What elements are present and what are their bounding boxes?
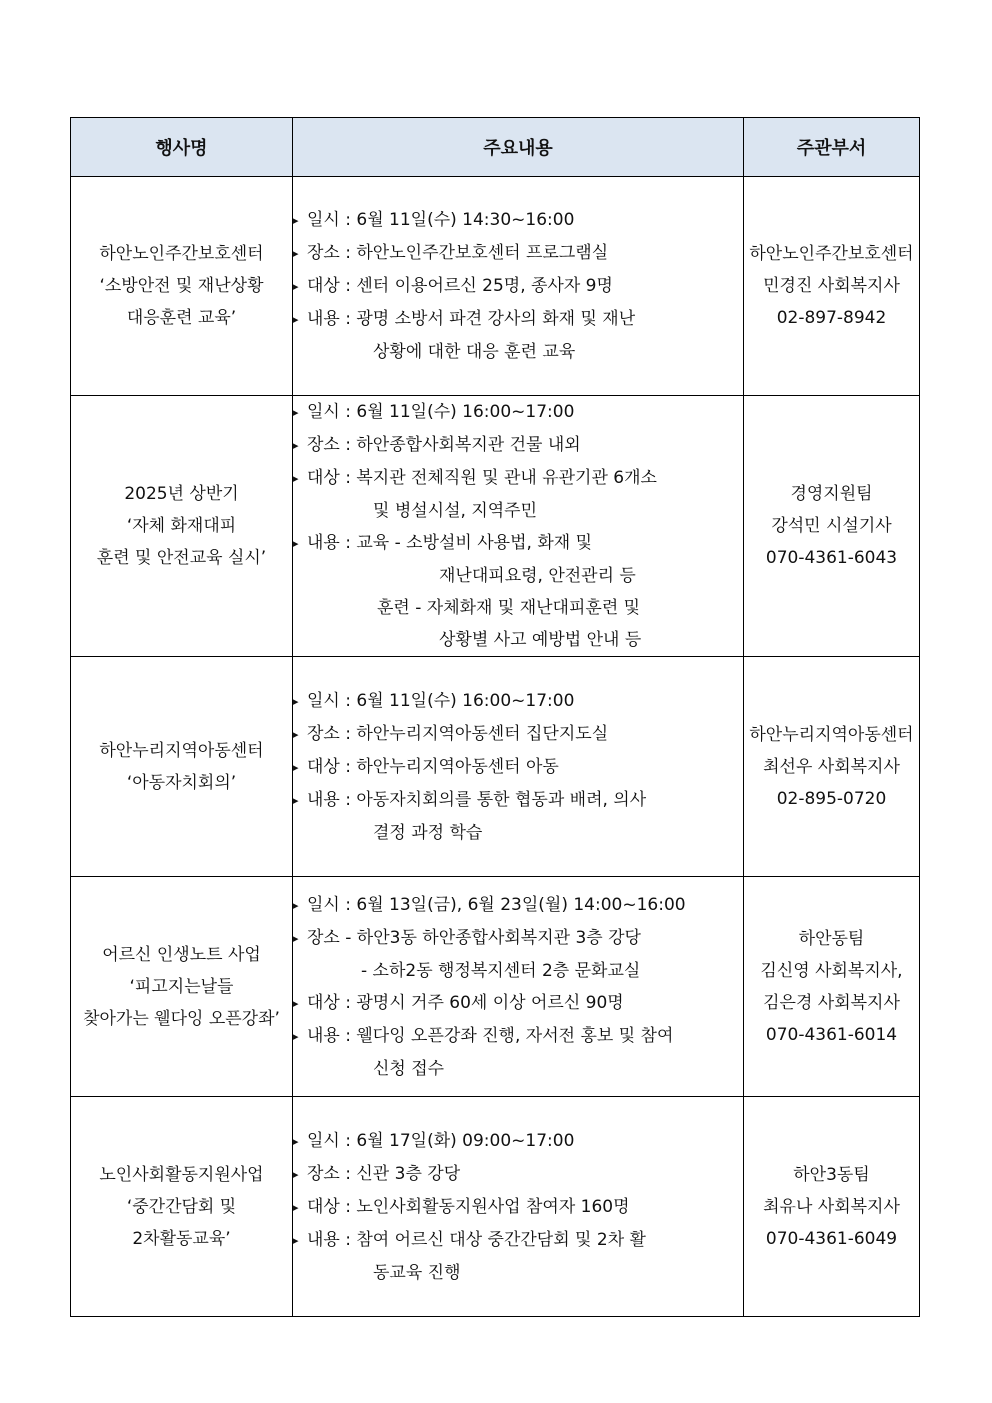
bullet-icon: ▸ (293, 793, 299, 807)
content-item: ▸ 일시 : 6월 11일(수) 16:00~17:00 (293, 396, 743, 429)
event-name-line: 어르신 인생노트 사업 (102, 944, 261, 965)
event-name-line: 2025년 상반기 (124, 484, 239, 504)
content-continuation: 재난대피요령, 안전관리 등 (439, 566, 636, 586)
content-item: ▸ 대상 : 복지관 전체직원 및 관내 유관기관 6개소 (293, 462, 743, 495)
bullet-icon: ▸ (293, 406, 299, 419)
content-item: ▸ 일시 : 6월 13일(금), 6월 23일(월) 14:00~16:00 (293, 889, 743, 922)
content-item: ▸ 일시 : 6월 17일(화) 09:00~17:00 (293, 1125, 743, 1158)
event-name-line: 찾아가는 웰다잉 오픈강좌’ (83, 1008, 280, 1029)
event-content-cell (293, 1097, 744, 1317)
bullet-icon: ▸ (293, 1029, 299, 1043)
event-name-line: 대응훈련 교육’ (126, 308, 237, 328)
event-name-line: 하안노인주간보호센터 (99, 244, 264, 264)
contact-phone: 02-895-0720 (776, 788, 887, 809)
contact-phone: 070-4361-6043 (765, 548, 898, 568)
event-content-cell (293, 177, 744, 396)
event-name-cell (71, 877, 293, 1097)
contact-phone: 070-4361-6049 (765, 1228, 898, 1249)
header-main-content: 주요내용 (293, 118, 744, 177)
department-name: 하안동팀 (798, 928, 865, 949)
department-name: 하안노인주간보호센터 (749, 244, 914, 264)
contact-person: 김은경 사회복지사 (763, 992, 900, 1013)
content-continuation: 신청 접수 (373, 1058, 445, 1079)
event-name-line: ‘피고지는날들 (129, 976, 234, 997)
bullet-icon: ▸ (293, 1167, 299, 1181)
content-continuation: 결정 과정 학습 (373, 822, 483, 843)
content-item: ▸ 대상 : 노인사회활동지원사업 참여자 160명 (293, 1191, 743, 1224)
content-continuation: 상황에 대한 대응 훈련 교육 (373, 342, 576, 362)
department-cell (744, 177, 920, 396)
bullet-icon: ▸ (293, 898, 299, 912)
event-content-cell (293, 657, 744, 877)
table-row (71, 396, 920, 657)
bullet-icon: ▸ (293, 996, 299, 1010)
event-name-line: 하안누리지역아동센터 (99, 740, 264, 761)
event-content-cell (293, 396, 744, 657)
bullet-icon: ▸ (293, 760, 299, 774)
event-name-line: ‘자체 화재대피 (126, 516, 237, 536)
bullet-icon: ▸ (293, 1233, 299, 1247)
contact-phone: 02-897-8942 (776, 308, 887, 328)
bullet-icon: ▸ (293, 280, 299, 293)
bullet-icon: ▸ (293, 694, 299, 708)
bullet-icon: ▸ (293, 1200, 299, 1214)
content-item: ▸ 대상 : 센터 이용어르신 25명, 종사자 9명 (293, 270, 743, 303)
content-item: ▸ 내용 : 아동자치회의를 통한 협동과 배려, 의사 (293, 784, 743, 817)
table-row (71, 177, 920, 396)
department-name: 하안3동팀 (793, 1164, 870, 1185)
content-item: ▸ 장소 - 하안3동 하안종합사회복지관 3층 강당 (293, 922, 743, 955)
contact-person: 강석민 시설기사 (771, 516, 892, 536)
bullet-icon: ▸ (293, 472, 299, 485)
contact-person: 최선우 사회복지사 (763, 756, 900, 777)
content-item: ▸ 장소 : 하안종합사회복지관 건물 내외 (293, 429, 743, 462)
bullet-icon: ▸ (293, 439, 299, 452)
department-cell (744, 396, 920, 657)
content-continuation: 훈련 - 자체화재 및 재난대피훈련 및 (377, 598, 641, 618)
content-continuation: 및 병설시설, 지역주민 (373, 501, 538, 521)
contact-person: 김신영 사회복지사, (760, 960, 903, 981)
table-header-row (71, 118, 920, 177)
contact-person: 민경진 사회복지사 (763, 276, 900, 296)
table-row (71, 657, 920, 877)
content-item: ▸ 내용 : 웰다잉 오픈강좌 진행, 자서전 홍보 및 참여 (293, 1020, 743, 1053)
content-item: ▸ 대상 : 광명시 거주 60세 이상 어르신 90명 (293, 987, 743, 1020)
department-cell (744, 657, 920, 877)
event-name-line: ‘소방안전 및 재난상황 (99, 276, 264, 296)
content-item: ▸ 내용 : 광명 소방서 파견 강사의 화재 및 재난 (293, 303, 743, 336)
event-name-cell (71, 1097, 293, 1317)
events-table (70, 117, 920, 1317)
bullet-icon: ▸ (293, 727, 299, 741)
contact-person: 최유나 사회복지사 (763, 1196, 900, 1217)
header-event-name: 행사명 (71, 118, 293, 177)
event-name-line: 2차활동교육’ (132, 1228, 231, 1249)
contact-phone: 070-4361-6014 (765, 1024, 898, 1045)
bullet-icon: ▸ (293, 313, 299, 326)
content-item: ▸ 일시 : 6월 11일(수) 16:00~17:00 (293, 685, 743, 718)
bullet-icon: ▸ (293, 1134, 299, 1148)
content-continuation: 상황별 사고 예방법 안내 등 (439, 630, 642, 650)
bullet-icon: ▸ (293, 537, 299, 550)
table-row (71, 1097, 920, 1317)
event-name-cell (71, 396, 293, 657)
event-name-cell (71, 177, 293, 396)
content-item: ▸ 일시 : 6월 11일(수) 14:30~16:00 (293, 204, 743, 237)
bullet-icon: ▸ (293, 931, 299, 945)
content-item: ▸ 대상 : 하안누리지역아동센터 아동 (293, 751, 743, 784)
event-name-line: 훈련 및 안전교육 실시’ (96, 548, 267, 568)
event-content-cell (293, 877, 744, 1097)
department-name: 경영지원팀 (790, 484, 873, 504)
content-continuation: - 소하2동 행정복지센터 2층 문화교실 (361, 960, 641, 981)
header-department: 주관부서 (744, 118, 920, 177)
event-name-line: 노인사회활동지원사업 (99, 1164, 264, 1185)
event-name-line: ‘중간간담회 및 (126, 1196, 237, 1217)
content-item: ▸ 내용 : 교육 - 소방설비 사용법, 화재 및 (293, 527, 743, 560)
bullet-icon: ▸ (293, 214, 299, 227)
event-name-cell (71, 657, 293, 877)
department-name: 하안누리지역아동센터 (749, 724, 914, 745)
content-item: ▸ 장소 : 하안노인주간보호센터 프로그램실 (293, 237, 743, 270)
content-item: ▸ 장소 : 신관 3층 강당 (293, 1158, 743, 1191)
department-cell (744, 1097, 920, 1317)
bullet-icon: ▸ (293, 247, 299, 260)
department-cell (744, 877, 920, 1097)
event-name-line: ‘아동자치회의’ (126, 772, 237, 793)
table-row (71, 877, 920, 1097)
content-item: ▸ 내용 : 참여 어르신 대상 중간간담회 및 2차 활 (293, 1224, 743, 1257)
content-continuation: 동교육 진행 (373, 1262, 461, 1283)
content-item: ▸ 장소 : 하안누리지역아동센터 집단지도실 (293, 718, 743, 751)
